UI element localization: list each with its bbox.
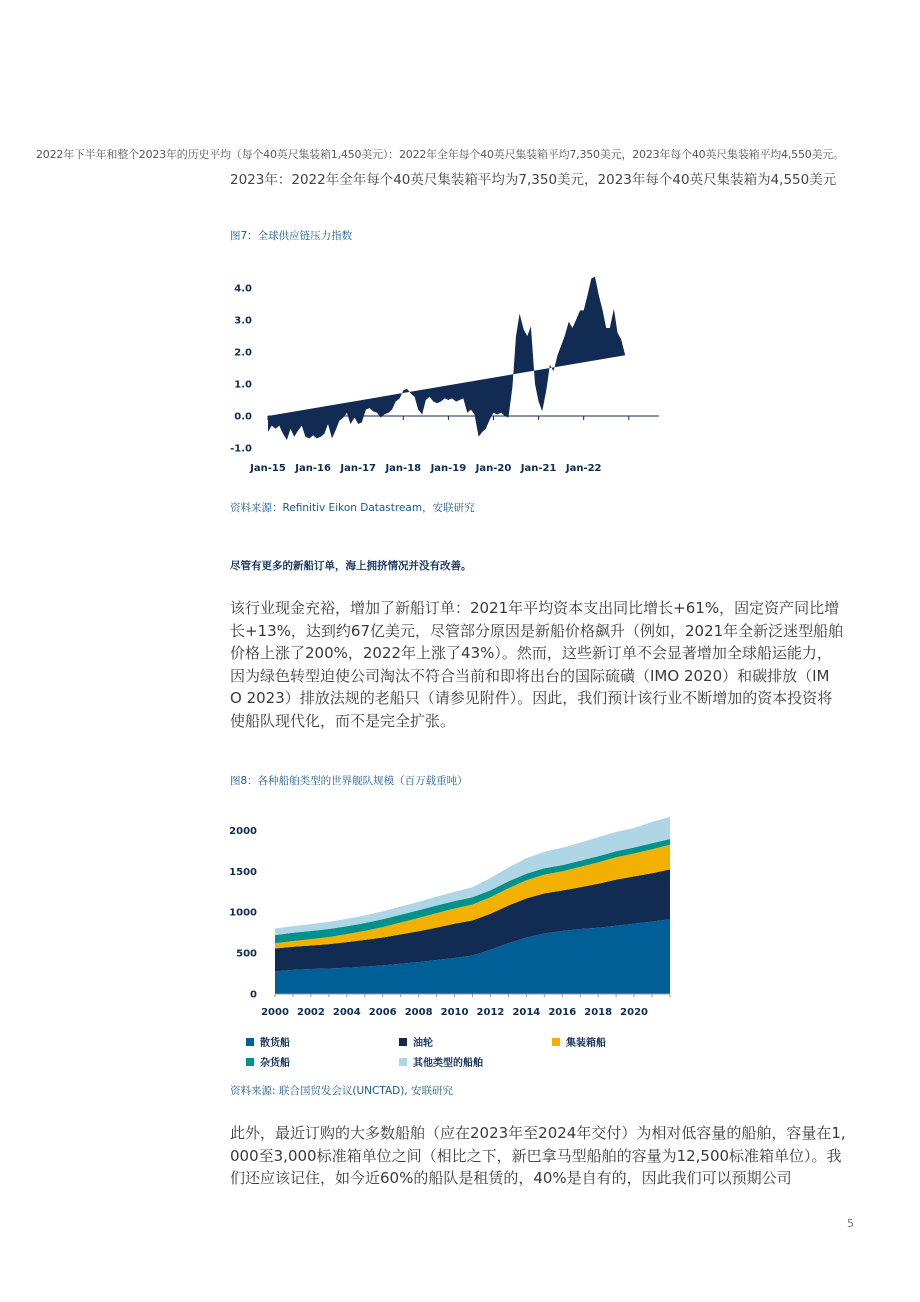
y-tick-label: 0 <box>250 989 257 1001</box>
x-tick-label: Jan-15 <box>250 463 286 474</box>
legend-label: 其他类型的船舶 <box>413 1058 483 1069</box>
figure-7-source: 资料来源：Refinitiv Eikon Datastream，安联研究 <box>230 502 475 514</box>
legend-label: 集装箱船 <box>566 1038 606 1049</box>
y-tick-label: 1.0 <box>234 379 252 391</box>
legend-swatch <box>399 1038 407 1046</box>
legend-swatch <box>399 1058 407 1066</box>
x-tick-label: Jan-22 <box>565 463 602 474</box>
container-price-line: 2023年：2022年全年每个40英尺集装箱平均为7,350美元，2023年每个40英尺集装箱为4,550美元 <box>230 172 837 188</box>
legend-item-tanker <box>399 1034 433 1049</box>
paragraph-order-capacity <box>230 1122 852 1190</box>
x-tick-label: 2008 <box>404 1007 433 1018</box>
y-tick-label: 1500 <box>229 866 257 878</box>
legend-swatch <box>246 1038 254 1046</box>
legend-item-container <box>552 1034 606 1049</box>
header-summary-line: 2022年下半年和整个2023年的历史平均（每个40英尺集装箱1,450美元）：2022年全年每个40英尺集装箱平均7,350美元，2023年每个40英尺集装箱平均4,550美元。 <box>36 148 844 161</box>
paragraph-line: 长+13%，达到约67亿美元，尽管部分原因是新船价格飙升（例如，2021年全新泛迷型船舶 <box>230 621 844 640</box>
legend-swatch <box>246 1058 254 1066</box>
x-tick-label: Jan-16 <box>295 463 331 474</box>
x-tick-label: 2004 <box>332 1007 361 1018</box>
x-tick-label: 2020 <box>620 1007 649 1018</box>
paragraph-line: 价格上涨了200%，2022年上涨了43%）。然而，这些新订单不会显著增加全球船运能力， <box>230 644 832 662</box>
supply-chain-pressure-chart <box>226 268 676 480</box>
x-tick-label: 2014 <box>512 1007 541 1018</box>
y-tick-label: 4.0 <box>234 283 252 295</box>
x-tick-label: Jan-20 <box>475 463 512 474</box>
y-tick-label: 0.0 <box>234 411 252 423</box>
x-tick-label: 2016 <box>548 1007 577 1018</box>
y-tick-label: 2.0 <box>234 347 252 359</box>
world-fleet-chart <box>226 814 686 1024</box>
paragraph-new-orders <box>230 597 852 732</box>
legend-label: 油轮 <box>413 1038 433 1049</box>
paragraph-line: 此外，最近订购的大多数船舶（应在2023年至2024年交付）为相对低容量的船舶，容量在1, <box>230 1124 846 1142</box>
legend-item-bulk <box>246 1034 290 1049</box>
x-tick-label: Jan-18 <box>385 463 422 474</box>
x-tick-label: 2018 <box>584 1007 613 1018</box>
x-tick-label: 2010 <box>440 1007 469 1018</box>
legend-label: 散货船 <box>260 1038 290 1049</box>
y-tick-label: -1.0 <box>230 443 252 455</box>
x-tick-label: Jan-17 <box>340 463 377 474</box>
figure-8-title: 图8：各种船舶类型的世界舰队规模（百万载重吨） <box>230 775 468 787</box>
legend-label: 杂货船 <box>260 1058 290 1069</box>
y-tick-label: 500 <box>236 948 257 960</box>
page-number: 5 <box>847 1217 854 1230</box>
x-tick-label: Jan-19 <box>430 463 467 474</box>
legend-swatch <box>552 1038 560 1046</box>
x-tick-label: 2006 <box>368 1007 397 1018</box>
paragraph-line: 000至3,000标准箱单位之间（相比之下，新巴拿马型船舶的容量为12,500标准箱单位）。我 <box>230 1146 842 1165</box>
legend-item-other <box>399 1054 483 1069</box>
y-tick-label: 3.0 <box>234 315 252 327</box>
paragraph-line: 们还应该记住，如今近60%的船队是租赁的，40%是自有的，因此我们可以预期公司 <box>230 1169 792 1187</box>
y-tick-label: 2000 <box>229 825 257 837</box>
figure-8-source: 资料来源: 联合国贸发会议(UNCTAD), 安联研究 <box>230 1085 453 1097</box>
x-tick-label: Jan-21 <box>520 463 557 474</box>
paragraph-line: 使船队现代化，而不是完全扩张。 <box>230 711 456 730</box>
section-highlight: 尽管有更多的新船订单，海上拥挤情况并没有改善。 <box>230 560 472 572</box>
paragraph-line: O 2023）排放法规的老船只（请参见附件）。因此，我们预计该行业不断增加的资本投资将 <box>230 689 833 707</box>
paragraph-line: 该行业现金充裕，增加了新船订单：2021年平均资本支出同比增长+61%，固定资产同比增 <box>230 599 840 617</box>
paragraph-line: 因为绿色转型迫使公司淘汰不符合当前和即将出台的国际硫磺（IMO 2020）和碳排放（IM <box>230 666 830 685</box>
legend-item-general-cargo <box>246 1054 290 1069</box>
figure-7-title: 图7：全球供应链压力指数 <box>230 230 353 242</box>
x-tick-label: 2012 <box>476 1007 505 1018</box>
x-tick-label: 2002 <box>296 1007 325 1018</box>
x-tick-label: 2000 <box>261 1007 289 1018</box>
y-tick-label: 1000 <box>229 907 257 919</box>
